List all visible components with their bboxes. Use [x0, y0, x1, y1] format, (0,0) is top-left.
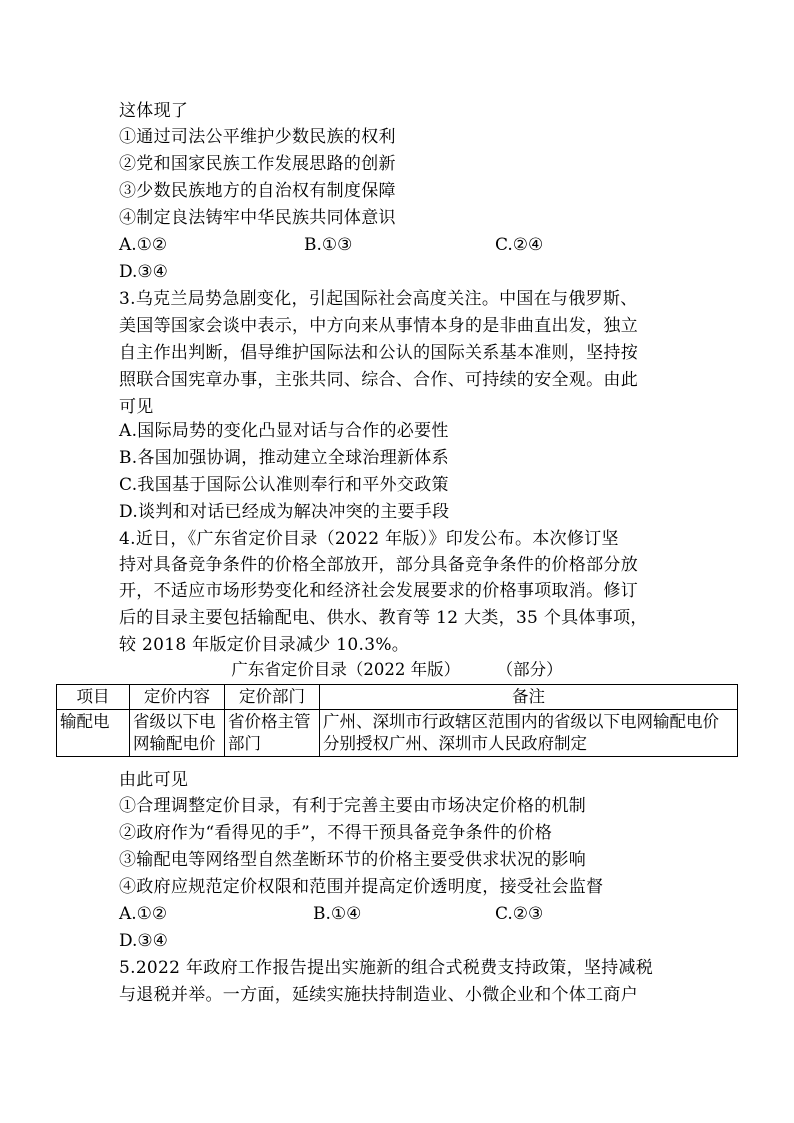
- q4-statement-2: ②政府作为“看得见的手”，不得干预具备竞争条件的价格: [119, 823, 553, 843]
- q5-line-1: 5.2022 年政府工作报告提出实施新的组合式税费支持政策，坚持减税: [119, 958, 654, 978]
- table-cell: 输配电: [57, 710, 130, 757]
- q2-statement-2: ②党和国家民族工作发展思路的创新: [119, 154, 396, 174]
- q3-option-a: A.国际局势的变化凸显对话与合作的必要性: [119, 421, 449, 441]
- q4-option-d: D.③④: [119, 931, 168, 951]
- table-caption-title: 广东省定价目录（2022 年版）: [231, 660, 461, 679]
- q3-line-3: 自主作出判断，倡导维护国际法和公认的国际关系基本准则，坚持按: [119, 343, 638, 363]
- table-header-row: [57, 685, 738, 710]
- q2-statement-4: ④制定良法铸牢中华民族共同体意识: [119, 208, 396, 228]
- table-header: 定价部门: [225, 685, 320, 710]
- table-header: 备注: [320, 685, 738, 710]
- q4-option-c: C.②③: [495, 904, 544, 924]
- q4-option-b: B.①④: [313, 904, 362, 924]
- q3-line-1: 3.乌克兰局势急剧变化，引起国际社会高度关注。中国在与俄罗斯、: [119, 289, 638, 309]
- q2-stem-end: 这体现了: [119, 101, 189, 121]
- q2-option-d: D.③④: [119, 262, 168, 282]
- q3-line-4: 照联合国宪章办事，主张共同、综合、合作、可持续的安全观。由此: [119, 370, 638, 390]
- q3-option-d: D.谈判和对话已经成为解决冲突的主要手段: [119, 502, 450, 522]
- table-cell: 省价格主管部门: [225, 710, 320, 757]
- q2-option-b: B.①③: [304, 235, 353, 255]
- pricing-table: [56, 684, 738, 757]
- q2-option-c: C.②④: [495, 235, 544, 255]
- q2-statement-1: ①通过司法公平维护少数民族的权利: [119, 127, 396, 147]
- q4-line-4: 后的目录主要包括输配电、供水、教育等 12 大类，35 个具体事项，: [119, 608, 648, 628]
- table-caption: [0, 659, 794, 681]
- q4-stem-end: 由此可见: [119, 770, 189, 790]
- q4-statement-4: ④政府应规范定价权限和范围并提高定价透明度，接受社会监督: [119, 877, 604, 897]
- q3-line-5: 可见: [119, 397, 154, 417]
- q5-line-2: 与退税并举。一方面，延续实施扶持制造业、小微企业和个体工商户: [119, 985, 638, 1005]
- table-row: [57, 710, 738, 757]
- q3-option-c: C.我国基于国际公认准则奉行和平外交政策: [119, 475, 449, 495]
- q4-option-a: A.①②: [119, 904, 168, 924]
- q2-statement-3: ③少数民族地方的自治权有制度保障: [119, 181, 396, 201]
- table-cell: 广州、深圳市行政辖区范围内的省级以下电网输配电价分别授权广州、深圳市人民政府制定: [320, 710, 738, 757]
- q4-statement-3: ③输配电等网络型自然垄断环节的价格主要受供求状况的影响: [119, 850, 587, 870]
- table-cell: 省级以下电网输配电价: [130, 710, 225, 757]
- q4-line-2: 持对具备竞争条件的价格全部放开，部分具备竞争条件的价格部分放: [119, 555, 638, 575]
- q4-line-3: 开，不适应市场形势变化和经济社会发展要求的价格事项取消。修订: [119, 581, 638, 601]
- q2-option-a: A.①②: [119, 235, 168, 255]
- q3-line-2: 美国等国家会谈中表示，中方向来从事情本身的是非曲直出发，独立: [119, 316, 638, 336]
- q4-line-5: 较 2018 年版定价目录减少 10.3%。: [119, 635, 410, 655]
- q3-option-b: B.各国加强协调，推动建立全球治理新体系: [119, 448, 449, 468]
- table-caption-suffix: （部分）: [496, 660, 563, 679]
- table-header: 项目: [57, 685, 130, 710]
- q4-line-1: 4.近日，《广东省定价目录（2022 年版）》印发公布。本次修订坚: [119, 529, 619, 549]
- table-header: 定价内容: [130, 685, 225, 710]
- q4-statement-1: ①合理调整定价目录，有利于完善主要由市场决定价格的机制: [119, 796, 587, 816]
